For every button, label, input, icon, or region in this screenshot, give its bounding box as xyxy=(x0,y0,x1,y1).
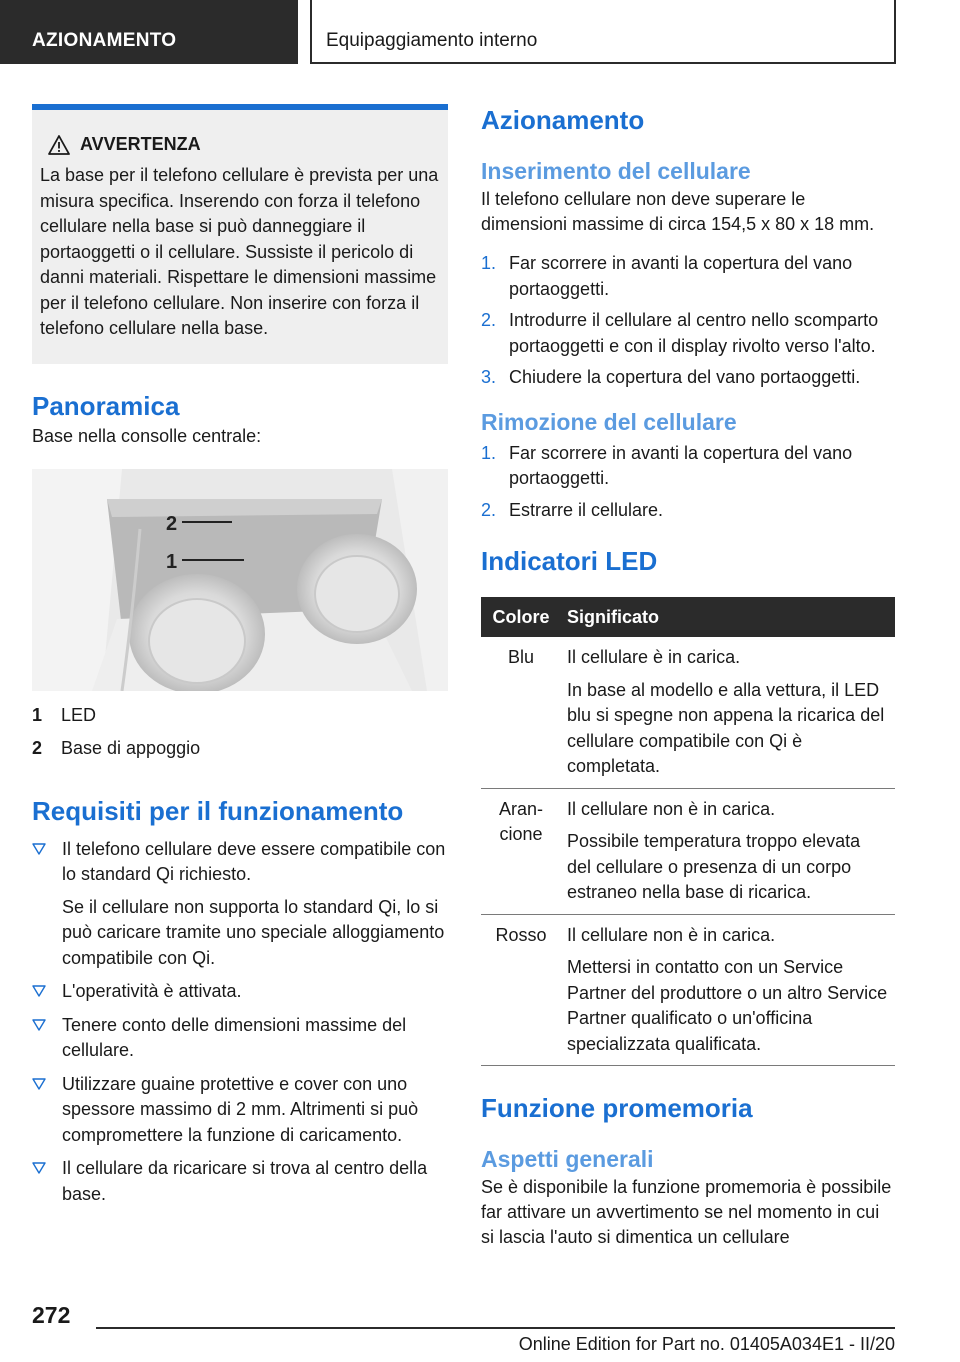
list-item xyxy=(32,837,448,972)
step-text: Introdurre il cellulare al centro nello scomparto portaoggetti e con il display rivolto verso l'alto. xyxy=(509,310,879,356)
legend-label: LED xyxy=(61,704,97,725)
bullet-triangle-icon xyxy=(32,1162,46,1174)
meaning-line: Il cellulare non è in carica. xyxy=(567,924,776,945)
table-row xyxy=(481,788,895,914)
list-item-text: Il cellulare da ricaricare si trova al centro della base. xyxy=(62,1158,428,1204)
warning-text: La base per il telefono cellulare è prevista per una misura specifica. Inserendo con forza il telefono cellulare nella base si può danneggiare il portaoggetti o il cellulare. Sussiste il pericolo di danni materiali. Rispettare le dimensioni massime per il telefono cellulare. Non inserire con forza il telefono cellulare nella base. xyxy=(40,165,439,338)
list-item-text: Tenere conto delle dimensioni massime del cellulare. xyxy=(62,1014,407,1060)
legend-item xyxy=(32,732,448,765)
callout-2: 2 xyxy=(166,512,178,535)
right-column xyxy=(481,104,895,1250)
list-item xyxy=(32,979,448,1005)
aspetti-heading: Aspetti generali xyxy=(481,1146,654,1172)
step-number: 2. xyxy=(481,499,497,520)
list-item-text: Utilizzare guaine protettive e cover con uno spessore massimo di 2 mm. Altrimenti si può compromettere la funzione di caricamento. xyxy=(62,1073,419,1145)
bullet-triangle-icon xyxy=(32,1078,46,1090)
step-item xyxy=(481,498,895,524)
cell-meaning xyxy=(561,788,895,914)
cell-color: Blu xyxy=(481,637,561,788)
warning-triangle-icon xyxy=(48,135,70,155)
promemoria-text: Se è disponibile la funzione promemoria è possibile far attivare un avvertimento se nel momento in cui si lascia l'auto si dimentica un cellulare xyxy=(481,1177,892,1247)
step-item xyxy=(481,251,895,302)
warning-title xyxy=(48,134,440,155)
step-item xyxy=(481,441,895,492)
page-header xyxy=(0,0,960,66)
header-chapter-title: Equipaggiamento interno xyxy=(310,0,896,64)
legend-number: 2 xyxy=(32,737,43,758)
inserimento-heading: Inserimento del cellulare xyxy=(481,158,751,184)
legend-item xyxy=(32,699,448,732)
led-heading: Indicatori LED xyxy=(481,546,658,576)
step-number: 2. xyxy=(481,310,497,330)
meaning-line: In base al modello e alla vettura, il LED blu si spegne non appena la ricarica del cellulare compatibile con Qi è completata. xyxy=(567,679,885,776)
step-number: 1. xyxy=(481,253,497,273)
step-number: 3. xyxy=(481,367,497,387)
bullet-triangle-icon xyxy=(32,843,46,855)
list-item xyxy=(32,1156,448,1207)
step-number: 1. xyxy=(481,442,497,463)
column-header-colore: Colore xyxy=(481,597,561,637)
list-item-extra: Se il cellulare non supporta lo standard Qi, lo si può caricare tramite uno speciale alloggiamento compatibile con Qi. xyxy=(62,896,445,968)
azionamento-heading: Azionamento xyxy=(481,105,645,135)
list-item xyxy=(32,1013,448,1064)
step-item xyxy=(481,365,895,391)
led-table xyxy=(481,597,895,1066)
rimozione-steps xyxy=(481,441,895,524)
panoramica-heading: Panoramica xyxy=(32,390,180,421)
step-text: Chiudere la copertura del vano portaoggetti. xyxy=(509,367,861,387)
console-photo xyxy=(32,469,448,691)
promemoria-heading: Funzione promemoria xyxy=(481,1093,753,1123)
requisiti-list xyxy=(32,837,448,1208)
left-column xyxy=(32,104,448,1215)
legend-number: 1 xyxy=(32,704,43,725)
column-header-significato: Significato xyxy=(561,597,895,637)
meaning-line: Mettersi in contatto con un Service Partner del produttore o un altro Service Partner qualificato o un'officina specializzata qualificata. xyxy=(567,957,888,1054)
cell-meaning xyxy=(561,914,895,1066)
table-row xyxy=(481,914,895,1066)
inserimento-steps xyxy=(481,251,895,391)
header-section-title: AZIONAMENTO xyxy=(0,0,298,64)
callout-1: 1 xyxy=(166,550,178,573)
table-header-row xyxy=(481,597,895,637)
warning-title-text: AVVERTENZA xyxy=(80,134,201,154)
table-row xyxy=(481,637,895,788)
cell-color: Aran-cione xyxy=(481,788,561,914)
meaning-line: Possibile temperatura troppo elevata del cellulare o presenza di un corpo estraneo nella base di ricarica. xyxy=(567,831,861,902)
requisiti-heading: Requisiti per il funzionamento xyxy=(32,795,404,826)
panoramica-intro: Base nella consolle centrale: xyxy=(32,425,262,446)
console-illustration xyxy=(32,469,448,691)
bullet-triangle-icon xyxy=(32,1019,46,1031)
footer-edition: Online Edition for Part no. 01405A034E1 - II/20 xyxy=(518,1334,895,1354)
meaning-line: Il cellulare è in carica. xyxy=(567,647,741,667)
bullet-triangle-icon xyxy=(32,985,46,997)
inserimento-intro: Il telefono cellulare non deve superare le dimensioni massime di circa 154,5 x 80 x 18 mm. xyxy=(481,189,875,234)
photo-legend xyxy=(32,699,448,765)
step-text: Far scorrere in avanti la copertura del vano portaoggetti. xyxy=(509,442,853,488)
step-item xyxy=(481,308,895,359)
list-item-text: Il telefono cellulare deve essere compatibile con lo standard Qi richiesto. xyxy=(62,838,446,884)
step-text: Estrarre il cellulare. xyxy=(509,499,664,520)
footer-divider xyxy=(96,1327,895,1329)
list-item xyxy=(32,1072,448,1149)
page-number: 272 xyxy=(32,1302,71,1328)
list-item-text: L'operatività è attivata. xyxy=(62,981,242,1001)
cell-color: Rosso xyxy=(481,914,561,1066)
cell-meaning xyxy=(561,637,895,788)
warning-box xyxy=(32,104,448,364)
rimozione-heading: Rimozione del cellulare xyxy=(481,408,737,435)
meaning-line: Il cellulare non è in carica. xyxy=(567,798,776,819)
legend-label: Base di appoggio xyxy=(61,737,201,758)
step-text: Far scorrere in avanti la copertura del vano portaoggetti. xyxy=(509,253,853,299)
